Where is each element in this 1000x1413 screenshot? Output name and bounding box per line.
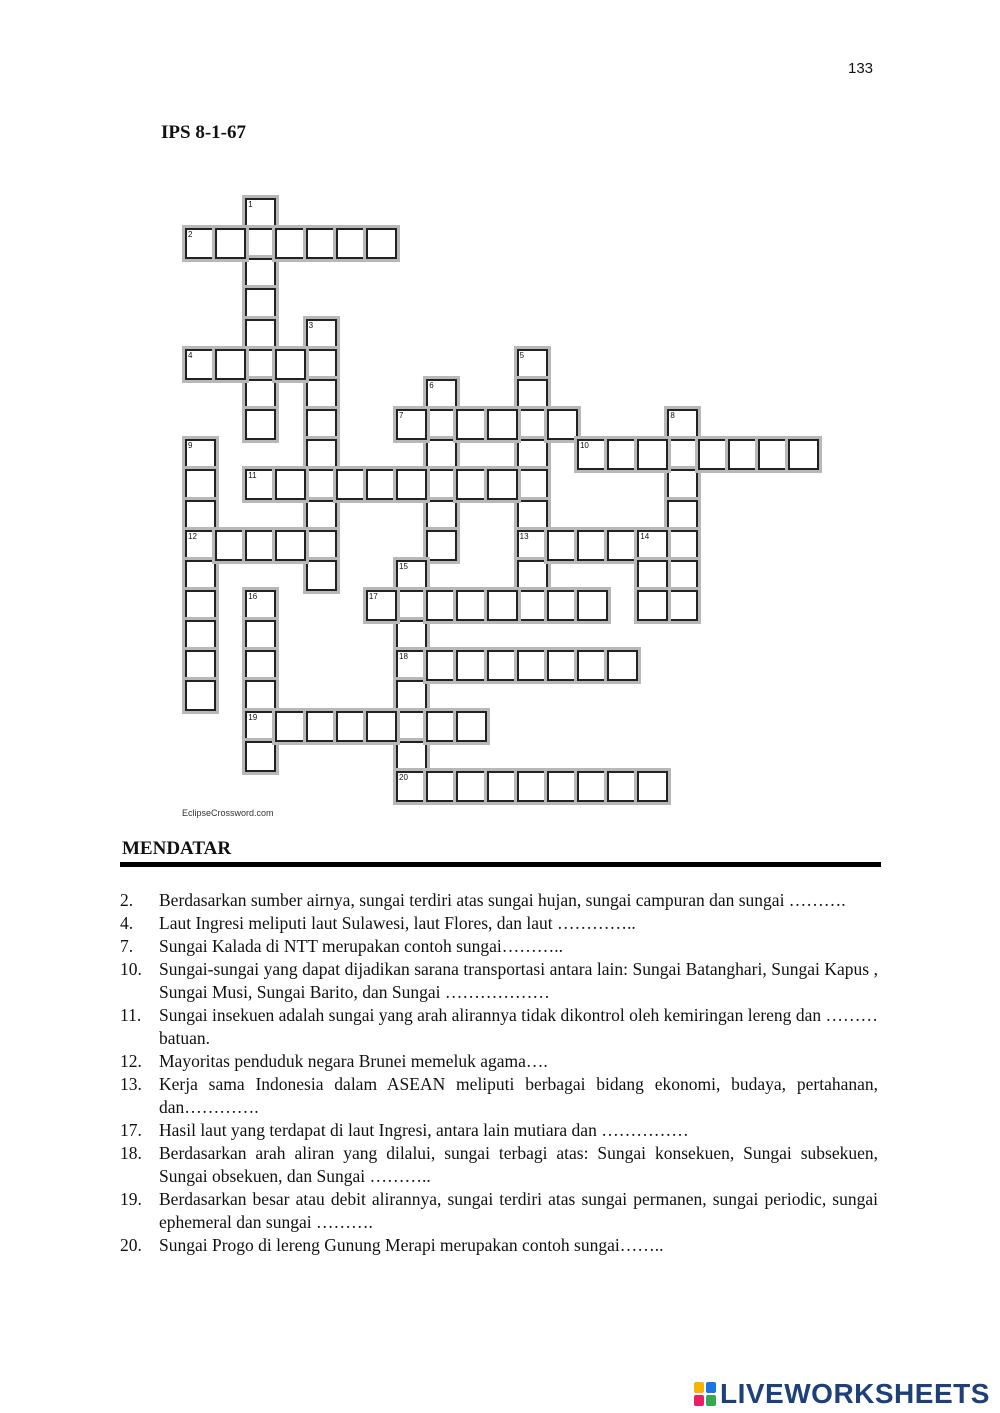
crossword-cell[interactable] [667, 530, 698, 561]
crossword-cell[interactable] [426, 409, 457, 440]
crossword-cell[interactable] [245, 741, 276, 772]
crossword-cell[interactable] [245, 469, 276, 500]
crossword-cell[interactable] [306, 560, 337, 591]
clue-item [120, 935, 878, 958]
clue-item [120, 1234, 878, 1257]
crossword-cell[interactable] [667, 409, 698, 440]
crossword-cell[interactable] [456, 771, 487, 802]
crossword-cell[interactable] [396, 680, 427, 711]
crossword-cell[interactable] [426, 469, 457, 500]
clue-item [120, 1004, 878, 1050]
crossword-cell[interactable] [517, 409, 548, 440]
crossword-cell[interactable] [426, 500, 457, 531]
clue-number-label: 15 [399, 561, 408, 571]
crossword-cell[interactable] [396, 469, 427, 500]
clue-number-label: 6 [429, 380, 434, 390]
clue-text: Mayoritas penduduk negara Brunei memeluk agama…. [159, 1051, 548, 1071]
crossword-cell[interactable] [336, 711, 367, 742]
crossword-cell[interactable] [336, 469, 367, 500]
crossword-cell[interactable] [426, 590, 457, 621]
crossword-cell[interactable] [185, 439, 216, 470]
crossword-cell[interactable] [245, 198, 276, 229]
crossword-cell[interactable] [456, 409, 487, 440]
crossword-cell[interactable] [577, 650, 608, 681]
clue-number-label: 8 [670, 411, 675, 421]
clue-number-label: 12 [188, 531, 197, 541]
clue-text: Hasil laut yang terdapat di laut Ingresi, antara lain mutiara dan …………… [159, 1120, 689, 1140]
crossword-cell[interactable] [396, 711, 427, 742]
clue-list [120, 889, 878, 1257]
crossword-cell[interactable] [667, 439, 698, 470]
crossword-cell[interactable] [667, 500, 698, 531]
crossword-cell[interactable] [517, 771, 548, 802]
logo-square [694, 1382, 704, 1393]
crossword-cell[interactable] [487, 469, 518, 500]
page-number: 133 [848, 60, 874, 77]
clue-item [120, 1050, 878, 1073]
crossword-cell[interactable] [577, 771, 608, 802]
clue-number: 2. [120, 890, 134, 910]
crossword-cell[interactable] [426, 711, 457, 742]
crossword-cell[interactable] [275, 228, 306, 259]
clue-number-label: 14 [640, 531, 650, 541]
clue-number-label: 19 [248, 712, 258, 722]
crossword-cell[interactable] [487, 409, 518, 440]
crossword-cell[interactable] [426, 439, 457, 470]
crossword-cell[interactable] [547, 590, 578, 621]
clue-number-label: 10 [579, 441, 589, 451]
clue-item [120, 912, 878, 935]
clue-text: Sungai insekuen adalah sungai yang arah alirannya tidak dikontrol oleh kemiringan lereng dan ……… batuan. [159, 1005, 878, 1048]
crossword-cell[interactable] [185, 560, 216, 591]
clue-number-label: 9 [188, 441, 193, 451]
crossword-credit: EclipseCrossword.com [182, 808, 274, 818]
clue-number-label: 7 [399, 411, 404, 421]
crossword-cell[interactable] [758, 439, 789, 470]
clue-number: 20. [120, 1235, 142, 1255]
crossword-cell[interactable] [396, 560, 427, 591]
crossword-cell[interactable] [637, 771, 668, 802]
clue-number-label: 11 [248, 471, 257, 481]
crossword-cell[interactable] [245, 258, 276, 289]
crossword-cell[interactable] [426, 379, 457, 410]
crossword-cell[interactable] [517, 590, 548, 621]
crossword-cell[interactable] [185, 680, 216, 711]
crossword-cell[interactable] [396, 650, 427, 681]
clue-item [120, 958, 878, 1004]
clue-number: 17. [120, 1120, 142, 1140]
crossword-cell[interactable] [547, 771, 578, 802]
crossword-cell[interactable] [306, 228, 337, 259]
clue-number: 4. [120, 913, 134, 933]
crossword-cell[interactable] [306, 711, 337, 742]
crossword-cell[interactable] [577, 590, 608, 621]
crossword-cell[interactable] [275, 711, 306, 742]
clue-text: Sungai Progo di lereng Gunung Merapi merupakan contoh sungai…….. [159, 1235, 664, 1255]
crossword-cell[interactable] [517, 560, 548, 591]
crossword-cell[interactable] [215, 349, 246, 380]
document-code: IPS 8-1-67 [161, 122, 246, 143]
clue-text: Kerja sama Indonesia dalam ASEAN meliputi berbagai bidang ekonomi, budaya, pertahanan, dan…………. [159, 1074, 878, 1117]
liveworksheets-logo [694, 1376, 990, 1412]
clue-number-label: 3 [308, 320, 314, 330]
crossword-cell[interactable] [637, 560, 668, 591]
crossword-cell[interactable] [426, 530, 457, 561]
section-title-mendatar: MENDATAR [122, 838, 232, 859]
crossword-cell[interactable] [396, 771, 427, 802]
crossword-cell[interactable] [637, 590, 668, 621]
clue-number-label: 1 [248, 200, 253, 209]
crossword-cell[interactable] [245, 650, 276, 681]
clue-number-label: 17 [368, 591, 378, 601]
clue-number: 18. [120, 1143, 142, 1163]
crossword-cell[interactable] [245, 590, 276, 621]
liveworksheets-icon [694, 1382, 716, 1406]
crossword-cell[interactable] [426, 771, 457, 802]
clue-number: 13. [120, 1074, 142, 1094]
crossword-cell[interactable] [607, 650, 638, 681]
clue-number-label: 20 [399, 772, 408, 782]
crossword-cell[interactable] [215, 228, 246, 259]
crossword-cell[interactable] [185, 620, 216, 651]
clue-number-label: 5 [519, 350, 525, 360]
crossword-cell[interactable] [245, 711, 276, 742]
crossword-cell[interactable] [607, 771, 638, 802]
clue-text: Laut Ingresi meliputi laut Sulawesi, laut Flores, dan laut ………….. [159, 913, 636, 933]
crossword-cell[interactable] [306, 409, 337, 440]
clue-item [120, 1188, 878, 1234]
clue-item [120, 889, 878, 912]
crossword-cell[interactable] [185, 590, 216, 621]
crossword-cell[interactable] [517, 650, 548, 681]
crossword-cell[interactable] [517, 439, 548, 470]
clue-item [120, 1142, 878, 1188]
crossword-cell[interactable] [517, 469, 548, 500]
crossword-cell[interactable] [667, 590, 698, 621]
crossword-cell[interactable] [306, 319, 337, 350]
crossword-cell[interactable] [487, 590, 518, 621]
crossword-cell[interactable] [577, 530, 608, 561]
crossword-cell[interactable] [366, 228, 397, 259]
crossword-cell[interactable] [637, 530, 668, 561]
crossword-cell[interactable] [667, 560, 698, 591]
crossword-cell[interactable] [245, 228, 276, 259]
clue-text: Sungai-sungai yang dapat dijadikan sarana transportasi antara lain: Sungai Batanghari, Sungai Kapus , Sungai Musi, Sungai Barito, dan Sungai ……………… [159, 959, 878, 1002]
clue-text: Berdasarkan sumber airnya, sungai terdiri atas sungai hujan, sungai campuran dan sungai ………. [159, 890, 846, 910]
crossword-cell[interactable] [366, 469, 397, 500]
crossword-cell[interactable] [215, 530, 246, 561]
crossword-cell[interactable] [275, 530, 306, 561]
crossword-cell[interactable] [517, 379, 548, 410]
clue-item [120, 1073, 878, 1119]
crossword-cell[interactable] [336, 228, 367, 259]
liveworksheets-wordmark: LIVEWORKSHEETS [720, 1378, 990, 1409]
clue-number-label: 2 [188, 230, 193, 240]
crossword-cell[interactable] [185, 469, 216, 500]
crossword-cell[interactable] [185, 349, 216, 380]
crossword-cell[interactable] [577, 439, 608, 470]
clue-number: 7. [120, 936, 134, 956]
crossword-cell[interactable] [185, 228, 216, 259]
clue-number-label: 16 [248, 591, 258, 601]
crossword-cell[interactable] [456, 469, 487, 500]
crossword-cell[interactable] [396, 741, 427, 772]
section-divider [120, 862, 881, 867]
crossword-cell[interactable] [487, 650, 518, 681]
crossword-cell[interactable] [456, 711, 487, 742]
crossword-cell[interactable] [547, 409, 578, 440]
crossword-cell[interactable] [366, 711, 397, 742]
clue-text: Berdasarkan arah aliran yang dilalui, sungai terbagi atas: Sungai konsekuen, Sungai subsekuen, Sungai obsekuen, dan Sungai ……….. [159, 1143, 878, 1186]
logo-square [694, 1395, 704, 1406]
crossword-cell[interactable] [426, 650, 457, 681]
crossword-cell[interactable] [275, 469, 306, 500]
crossword-cell[interactable] [788, 439, 819, 470]
crossword-cell[interactable] [306, 530, 337, 561]
crossword-cell[interactable] [366, 590, 397, 621]
crossword-cell[interactable] [487, 771, 518, 802]
crossword-cell[interactable] [275, 349, 306, 380]
crossword-cell[interactable] [547, 530, 578, 561]
crossword-cell[interactable] [306, 469, 337, 500]
crossword-cell[interactable] [396, 620, 427, 651]
crossword-cell[interactable] [547, 650, 578, 681]
clue-text: Sungai Kalada di NTT merupakan contoh sungai……….. [159, 936, 564, 956]
crossword-cell[interactable] [306, 439, 337, 470]
clue-item [120, 1119, 878, 1142]
crossword-cell[interactable] [396, 590, 427, 621]
crossword-cell[interactable] [517, 500, 548, 531]
crossword-cell[interactable] [245, 349, 276, 380]
clue-number-label: 13 [519, 531, 529, 541]
crossword-cell[interactable] [185, 500, 216, 531]
clue-number: 11. [120, 1005, 142, 1025]
logo-square [706, 1395, 716, 1406]
crossword-cell[interactable] [245, 409, 276, 440]
crossword-cell[interactable] [245, 379, 276, 410]
crossword-cell[interactable] [185, 650, 216, 681]
crossword-cell[interactable] [245, 530, 276, 561]
clue-number-label: 4 [188, 350, 193, 360]
crossword-cell[interactable] [607, 439, 638, 470]
crossword-cell[interactable] [396, 409, 427, 440]
crossword-cell[interactable] [637, 439, 668, 470]
crossword-cell[interactable] [185, 530, 216, 561]
crossword-cell[interactable] [607, 530, 638, 561]
crossword-cell[interactable] [456, 650, 487, 681]
clue-number-label: 18 [399, 652, 408, 662]
crossword-cell[interactable] [667, 469, 698, 500]
clue-number: 12. [120, 1051, 142, 1071]
clue-text: Berdasarkan besar atau debit alirannya, sungai terdiri atas sungai permanen, sungai periodic, sungai ephemeral dan sungai ………. [159, 1189, 878, 1232]
clue-number: 10. [120, 959, 142, 979]
crossword-cell[interactable] [306, 349, 337, 380]
crossword-cell[interactable] [306, 500, 337, 531]
crossword-cell[interactable] [728, 439, 759, 470]
crossword-cell[interactable] [306, 379, 337, 410]
logo-square [706, 1382, 716, 1393]
crossword-cell[interactable] [245, 620, 276, 651]
crossword-cell[interactable] [517, 530, 548, 561]
crossword-cell[interactable] [456, 590, 487, 621]
clue-number: 19. [120, 1189, 142, 1209]
crossword-cell[interactable] [698, 439, 729, 470]
crossword-cell[interactable] [245, 288, 276, 319]
crossword-cell[interactable] [517, 349, 548, 380]
crossword-cell[interactable] [245, 319, 276, 350]
crossword-cell[interactable] [245, 680, 276, 711]
